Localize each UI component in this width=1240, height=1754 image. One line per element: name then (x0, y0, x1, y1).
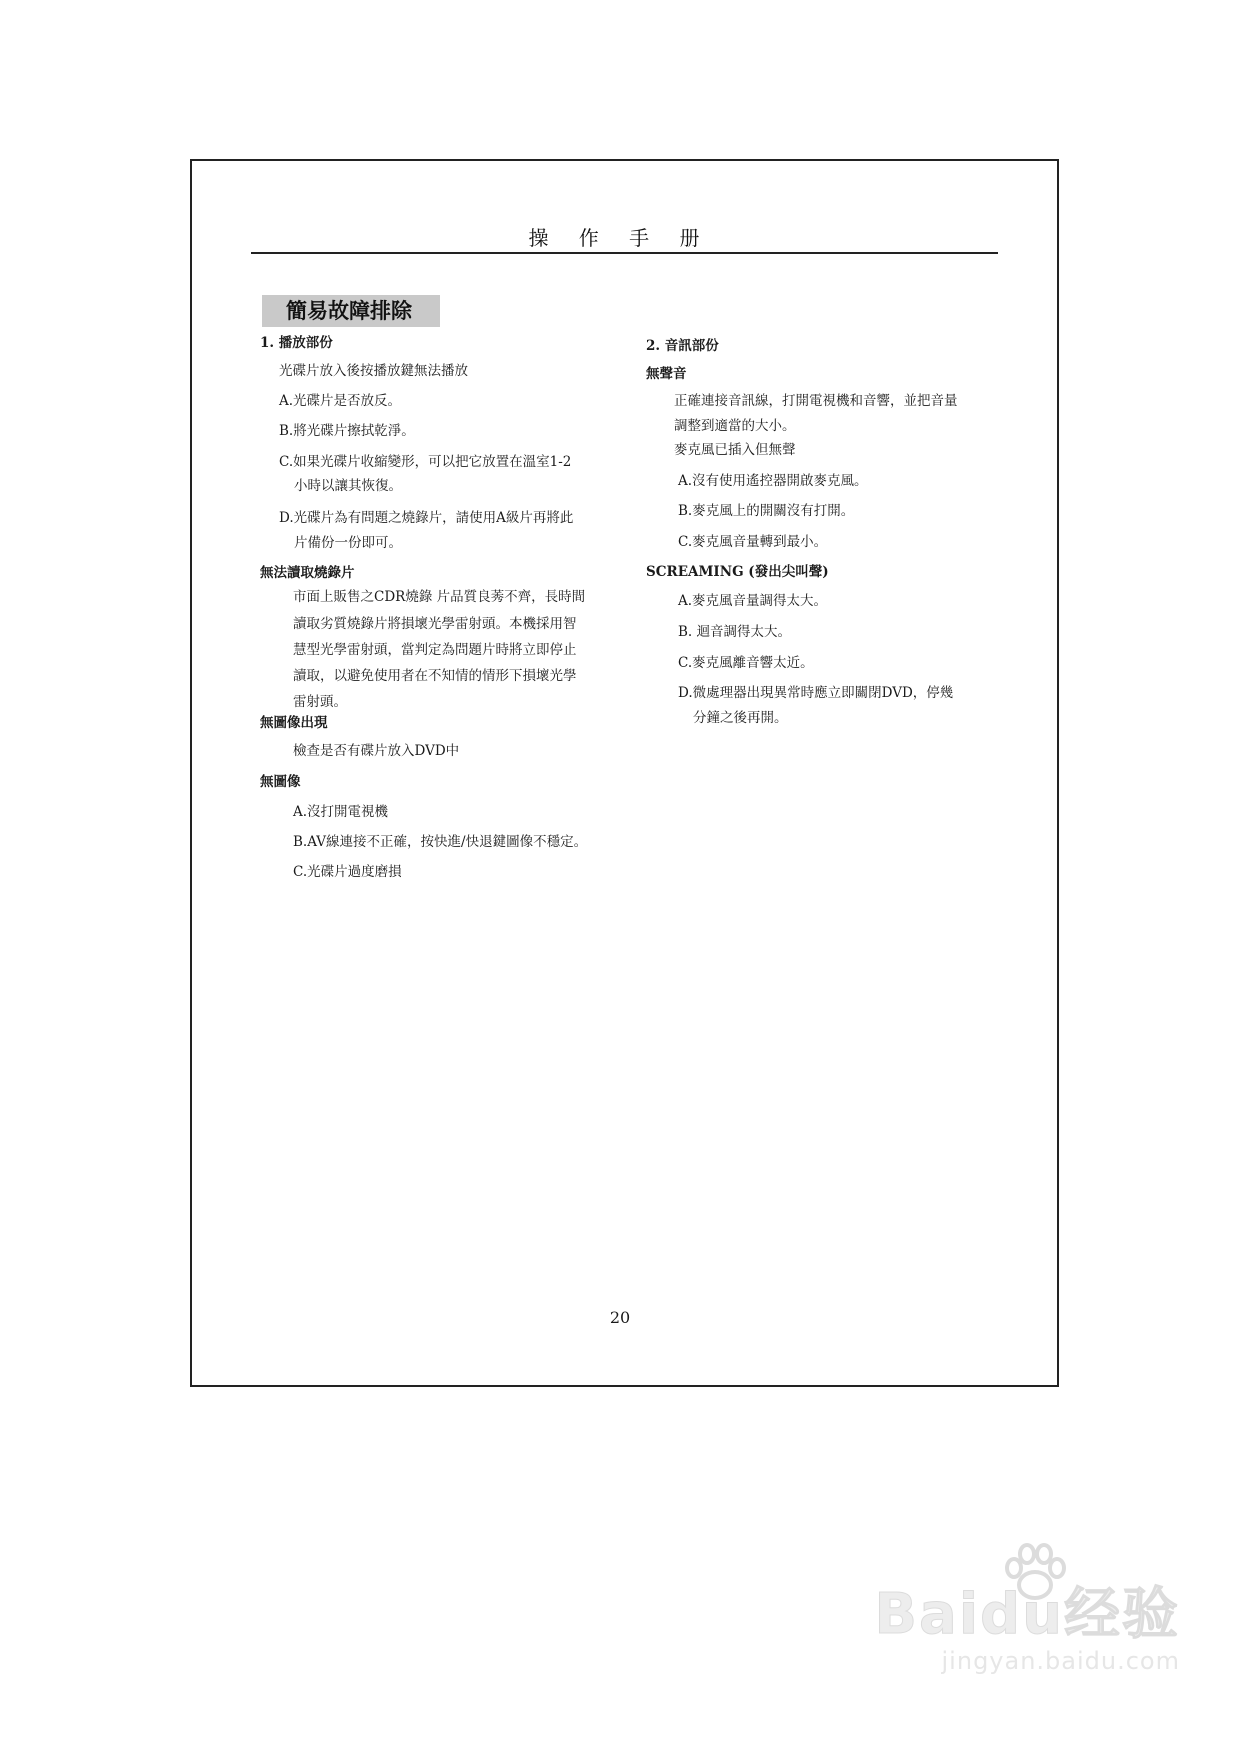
playback-desc: 光碟片放入後按播放鍵無法播放 (279, 363, 468, 379)
header-divider (251, 252, 998, 254)
screaming-item: C.麥克風離音響太近。 (678, 655, 814, 671)
no-image-appear-heading: 無圖像出現 (260, 715, 328, 731)
mic-item: A.沒有使用遙控器開啟麥克風。 (678, 473, 868, 489)
screaming-item: D.微處理器出現異常時應立即關閉DVD，停幾 (678, 685, 954, 701)
playback-item: 小時以讓其恢復。 (294, 478, 402, 494)
screaming-item: 分鐘之後再開。 (693, 710, 788, 726)
no-image-heading: 無圖像 (260, 774, 301, 790)
mic-item: C.麥克風音量轉到最小。 (678, 534, 828, 550)
screaming-item: B. 迴音調得太大。 (678, 624, 792, 640)
audio-heading: 2. 音訊部份 (646, 338, 719, 354)
cdr-text-line: 市面上販售之CDR燒錄 片品質良莠不齊，長時間 (293, 589, 586, 605)
playback-item: D.光碟片為有問題之燒錄片，請使用A級片再將此 (279, 510, 574, 526)
page-number: 20 (609, 1308, 631, 1327)
screaming-item: A.麥克風音量調得太大。 (678, 593, 828, 609)
mic-item: B.麥克風上的開關沒有打開。 (678, 503, 855, 519)
cdr-text-line: 雷射頭。 (293, 694, 347, 710)
page-header-title: 操 作 手 册 (528, 226, 712, 250)
section-banner: 簡易故障排除 (262, 295, 440, 327)
cdr-text-line: 讀取，以避免使用者在不知情的情形下損壞光學 (293, 668, 577, 684)
no-image-appear-text: 檢查是否有碟片放入DVD中 (293, 743, 460, 759)
playback-heading: 1. 播放部份 (260, 335, 333, 351)
playback-item: B.將光碟片擦拭乾淨。 (279, 423, 415, 439)
no-sound-heading: 無聲音 (646, 366, 687, 382)
screaming-heading: SCREAMING (發出尖叫聲) (646, 564, 829, 580)
no-image-item: B.AV線連接不正確，按快進/快退鍵圖像不穩定。 (293, 834, 588, 850)
watermark-logo: Baidu经验 (874, 1582, 1180, 1647)
baidu-watermark (874, 1582, 1180, 1675)
playback-item: C.如果光碟片收縮變形，可以把它放置在溫室1-2 (279, 454, 572, 470)
no-sound-text-line: 調整到適當的大小。 (674, 418, 796, 434)
playback-item: A.光碟片是否放反。 (279, 393, 402, 409)
no-sound-text-line: 正確連接音訊線，打開電視機和音響，並把音量 (674, 393, 958, 409)
no-image-item: C.光碟片過度磨損 (293, 864, 402, 880)
playback-item: 片備份一份即可。 (294, 535, 402, 551)
no-image-item: A.沒打開電視機 (293, 804, 389, 820)
cdr-text-line: 讀取劣質燒錄片將損壞光學雷射頭。本機採用智 (293, 616, 577, 632)
cdr-text-line: 慧型光學雷射頭，當判定為問題片時將立即停止 (293, 642, 577, 658)
watermark-url: jingyan.baidu.com (941, 1647, 1180, 1675)
no-sound-text-line: 麥克風已插入但無聲 (674, 442, 796, 458)
cdr-heading: 無法讀取燒錄片 (260, 565, 355, 581)
